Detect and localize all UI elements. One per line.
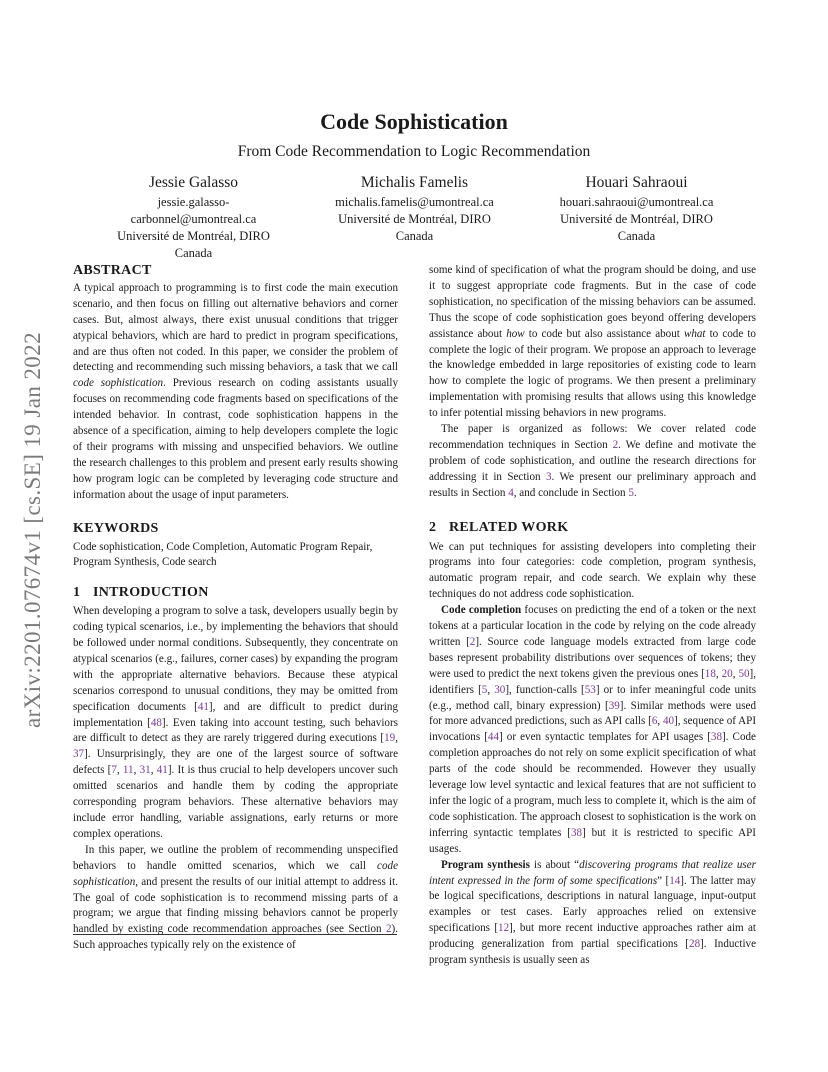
- author-email: michalis.famelis@umontreal.ca: [335, 195, 494, 209]
- citation-link[interactable]: 14: [669, 874, 681, 887]
- citation-link[interactable]: 41: [197, 700, 209, 713]
- keywords-heading: KEYWORDS: [73, 520, 159, 536]
- author-email: jessie.galasso-: [157, 195, 230, 209]
- citation-link[interactable]: 50: [738, 667, 750, 680]
- intro-paragraph: In this paper, we outline the problem of recommending unspecified behaviors to handle omitted scenarios, which we call code sophistication, and present the results of our initial attempt to address it. The goal of code sophistication is to recommend missing parts of a program; we argue that finding missing behaviors cannot be properly handled by existing code recommendation approaches (see Section 2). Such approaches typically rely on the existence of: [73, 843, 398, 952]
- citation-link[interactable]: 44: [487, 731, 500, 744]
- paper-title: Code Sophistication: [320, 109, 508, 134]
- author-name: Houari Sahraoui: [585, 174, 688, 191]
- related-paragraph: Code completion focuses on predicting the end of a token or the next tokens at a particular location in the code by relying on the code already written [2]. Source code language models extracted from large code bases represent probability distributions over sequences of tokens; they were used to predict the next tokens given the previous ones [18, 20, 50], identifiers [5, 30], function-calls [53] or to infer meaningful code units (e.g., method call, binary expression) [39]. Similar methods were used for more advanced predictions, such as API calls [6, 40], sequence of API invocations [44] or even syntactic templates for API usages [38]. Code completion approaches do not rely on some explicit specification of what parts of the code should be recommended. However they usually leverage low level syntactic and lexical features that are not sufficient to infer the logic of a program, much less to complete it, which is the aim of code sophistication. The approach closest to sophistication is the work on inferring syntactic templates [38] but it is restricted to specific API usages.: [429, 604, 757, 855]
- author-country: Canada: [395, 229, 434, 243]
- keywords-text: Code sophistication, Code Completion, Automatic Program Repair, Program Synthesis, Code search: [73, 540, 373, 569]
- author-affiliation: Université de Montréal, DIRO: [117, 229, 270, 243]
- citation-link[interactable]: 48: [150, 716, 162, 729]
- citation-link[interactable]: 37: [73, 748, 85, 761]
- section-heading-related-work: 2 RELATED WORK: [429, 519, 569, 535]
- citation-link[interactable]: 28: [689, 938, 701, 951]
- section-link[interactable]: 5: [628, 486, 634, 499]
- section-link[interactable]: 4: [508, 486, 514, 499]
- citation-link[interactable]: 2: [469, 635, 476, 648]
- right-column: [429, 263, 756, 969]
- section-link[interactable]: 2: [612, 438, 619, 451]
- author-name: Jessie Galasso: [148, 174, 239, 191]
- column-rule: [73, 934, 397, 935]
- author-block: [86, 173, 301, 262]
- author-affiliation: Université de Montréal, DIRO: [560, 212, 713, 226]
- citation-link[interactable]: 19: [384, 732, 396, 745]
- author-affiliation: Université de Montréal, DIRO: [338, 212, 491, 226]
- author-block: [307, 173, 522, 245]
- paper-subtitle: From Code Recommendation to Logic Recommendation: [237, 143, 591, 160]
- intro-paragraph: When developing a program to solve a task, developers usually begin by coding typical scenarios, i.e., by implementing the behaviors that should be followed under normal conditions. Subsequently, they concentrate on atypical scenarios (e.g., failures, corner cases) by expanding the program with the appropriate alternative behaviors. Because these atypical scenarios correspond to unusual conditions, they may be omitted from specification documents [41], and are difficult to predict during implementation [48]. Even taking into account testing, such behaviors are difficult to detect as they are rarely triggered during executions [19, 37]. Unsurprisingly, they are one of the largest source of software defects [7, 11, 31, 41]. It is thus crucial to help developers uncover such omitted scenarios and handle them by coding the appropriate corresponding program behaviors. These alternative behaviors may include error handling, variable assignations, early returns or more complex operations.: [73, 605, 399, 840]
- related-paragraph: We can put techniques for assisting developers into completing their programs into four categories: code completion, program synthesis, automatic program repair, and code search. We explain why these techniques do not address code sophistication.: [429, 540, 756, 601]
- related-paragraph: Program synthesis is about “discovering programs that realize user intent expressed in the form of some specifications” [14]. The latter may be logical specifications, descriptions in natural language, input-output examples or test cases. Early approaches relied on extensive specifications [12], but more recent inductive approaches rather aim at producing generalization from partial specifications [28]. Inductive program synthesis is usually seen as: [429, 858, 757, 967]
- citation-link[interactable]: 18: [704, 667, 716, 680]
- section-heading-introduction: 1 INTRODUCTION: [73, 585, 209, 601]
- arxiv-stamp: [15, 300, 51, 760]
- citation-link[interactable]: 38: [710, 731, 723, 744]
- abstract-text: A typical approach to programming is to first code the main execution scenario, and then focus on filling out alternative behaviors and corner cases. But, almost always, there exist unusual conditions that trigger atypical behaviors, which are hard to predict in program specifications, and are thus often not coded. In this paper, we consider the problem of detecting and recommending such missing behaviors, a task that we call code sophistication. Previous research on coding assistants usually focuses on recommending code fragments based on specifications of the intended behavior. In contrast, code sophistication happens in the absence of a specification, aiming to help developers complete the logic of their programs with missing and unspecified behaviors. We outline the research challenges to this problem and present early results showing how program logic can be completed by leveraging code structure and information about the usage of input parameters.: [73, 281, 399, 501]
- citation-link[interactable]: 20: [721, 667, 733, 680]
- author-name: Michalis Famelis: [360, 174, 469, 191]
- author-country: Canada: [174, 246, 213, 260]
- author-email: carbonnel@umontreal.ca: [130, 212, 257, 226]
- section-link[interactable]: 2: [385, 923, 392, 936]
- citation-link[interactable]: 11: [122, 764, 134, 777]
- left-column: [73, 263, 398, 954]
- author-block: [529, 173, 744, 245]
- author-country: Canada: [617, 229, 656, 243]
- citation-link[interactable]: 38: [570, 826, 583, 839]
- citation-link[interactable]: 31: [139, 764, 151, 777]
- citation-link[interactable]: 39: [608, 699, 620, 712]
- section-link[interactable]: 3: [545, 470, 552, 483]
- citation-link[interactable]: 6: [651, 715, 658, 728]
- citation-link[interactable]: 5: [481, 683, 488, 696]
- arxiv-stamp-text: arXiv:2201.07674v1 [cs.SE] 19 Jan 2022: [20, 332, 45, 728]
- author-email: houari.sahraoui@umontreal.ca: [559, 195, 714, 209]
- abstract-heading: ABSTRACT: [73, 263, 152, 278]
- citation-link[interactable]: 53: [584, 683, 596, 696]
- citation-link[interactable]: 12: [498, 922, 510, 935]
- citation-link[interactable]: 41: [156, 764, 168, 777]
- citation-link[interactable]: 30: [494, 683, 506, 696]
- intro-paragraph: some kind of specification of what the program should be doing, and use it to suggest appropriate code fragments. But in the case of code sophistication, no specification of the missing behaviors can be assumed. Thus the scope of code sophistication goes beyond offering developers assistance about how to code but also assistance about what to code to complete the logic of their program. We propose an approach to leverage the knowledge embedded in large repositories of existing code to learn how to complete the logic of programs. We then present a preliminary implementation with promising results that allows using this knowledge to infer potential missing behaviors in new programs.: [429, 264, 756, 420]
- intro-paragraph: The paper is organized as follows: We cover related code recommendation techniques in Section 2. We define and motivate the problem of code sophistication, and outline the research directions for addressing it in Section 3. We present our preliminary approach and results in Section 4, and conclude in Section 5.: [429, 423, 756, 499]
- citation-link[interactable]: 40: [662, 715, 675, 728]
- citation-link[interactable]: 7: [111, 764, 117, 777]
